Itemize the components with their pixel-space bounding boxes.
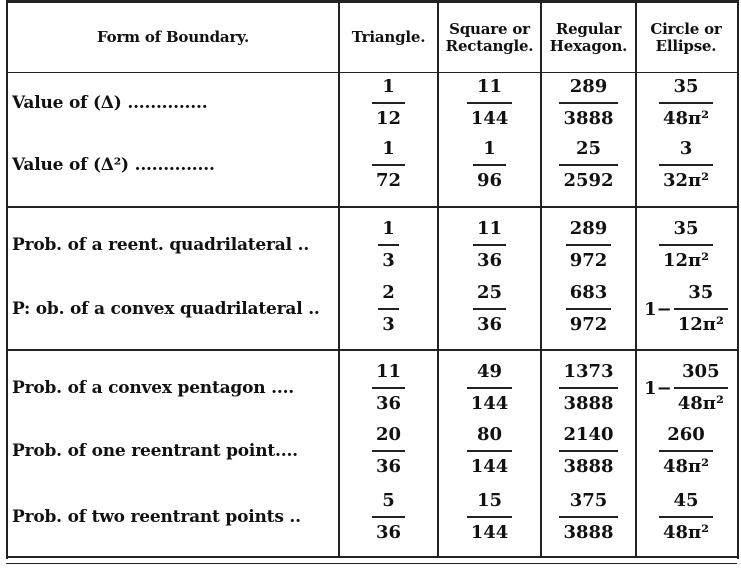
fraction-expression (559, 491, 617, 543)
fraction (372, 77, 405, 129)
row-label: P: ob. of a convex quadrilateral .. (12, 299, 320, 319)
fraction-expression (644, 362, 728, 414)
value-cell-hexagon (542, 73, 635, 133)
value-cell-triangle (340, 279, 437, 339)
fraction-numerator: 1 (382, 218, 395, 239)
fraction-denominator: 3 (382, 250, 395, 271)
fraction (559, 491, 617, 543)
fraction-numerator: 35 (673, 218, 699, 239)
fraction-denominator: 972 (569, 314, 608, 335)
value-cell-hexagon (542, 421, 635, 481)
fraction (674, 362, 728, 414)
fraction (566, 219, 612, 271)
fraction (467, 362, 513, 414)
header-form-of-boundary: Form of Boundary. (97, 28, 249, 46)
value-cell-square (439, 421, 540, 481)
fraction-denominator: 3888 (563, 393, 614, 414)
fraction-denominator: 36 (476, 314, 503, 335)
fraction (659, 139, 713, 191)
row-label: Prob. of two reentrant points .. (12, 507, 301, 527)
fraction-expression (559, 139, 617, 191)
fraction-expression (659, 425, 713, 477)
section-rule (6, 349, 737, 351)
value-cell-triangle (340, 215, 437, 275)
fraction (559, 425, 617, 477)
fraction-numerator: 683 (569, 282, 608, 303)
fraction-denominator: 72 (375, 170, 402, 191)
fraction (378, 219, 399, 271)
fraction-numerator: 1 (382, 76, 395, 97)
fraction-expression (372, 425, 405, 477)
fraction-expression (644, 283, 728, 335)
fraction-expression (659, 77, 713, 129)
fraction-numerator: 20 (375, 424, 402, 445)
value-cell-circle (637, 358, 735, 418)
fraction-expression (372, 491, 405, 543)
value-cell-square (439, 358, 540, 418)
row-label: Prob. of one reentrant point.... (12, 441, 298, 461)
fraction-denominator: 2592 (563, 170, 614, 191)
fraction-expression (473, 283, 506, 335)
value-cell-triangle (340, 73, 437, 133)
fraction-numerator: 2 (382, 282, 395, 303)
fraction-numerator: 49 (476, 361, 503, 382)
header-triangle: Triangle. (351, 28, 426, 46)
fraction (659, 491, 713, 543)
fraction-denominator: 144 (470, 108, 509, 129)
value-cell-hexagon (542, 358, 635, 418)
fraction-numerator: 289 (569, 76, 608, 97)
row-label: Prob. of a reent. quadrilateral .. (12, 235, 310, 255)
fraction-numerator: 15 (476, 490, 503, 511)
fraction-numerator: 260 (667, 424, 705, 445)
value-cell-circle (637, 135, 735, 195)
fraction-denominator: 3888 (563, 456, 614, 477)
fraction-numerator: 3 (679, 138, 693, 159)
fraction-expression (659, 491, 713, 543)
fraction (473, 139, 506, 191)
fraction-numerator: 80 (476, 424, 503, 445)
fraction-expression (559, 425, 617, 477)
fraction-numerator: 45 (673, 490, 699, 511)
fraction-expression (378, 219, 399, 271)
value-cell-square (439, 73, 540, 133)
fraction-denominator: 48π² (662, 522, 710, 543)
fraction-expression (566, 283, 612, 335)
fraction-expression (467, 77, 513, 129)
fraction-expression (473, 139, 506, 191)
fraction-expression (467, 425, 513, 477)
fraction (559, 362, 617, 414)
fraction-numerator: 5 (382, 490, 395, 511)
fraction-expression (372, 362, 405, 414)
fraction-denominator: 48π² (662, 456, 710, 477)
value-cell-circle (637, 279, 735, 339)
fraction-denominator: 36 (476, 250, 503, 271)
fraction-numerator: 1 (382, 138, 395, 159)
fraction (674, 283, 728, 335)
fraction-prefix: 1− (644, 298, 672, 320)
value-cell-triangle (340, 421, 437, 481)
fraction (467, 77, 513, 129)
fraction-numerator: 11 (476, 76, 503, 97)
fraction-denominator: 144 (470, 393, 509, 414)
bottom-rule (6, 556, 737, 558)
fraction-denominator: 3888 (563, 108, 614, 129)
fraction-denominator: 12 (375, 108, 402, 129)
value-cell-hexagon (542, 279, 635, 339)
fraction-denominator: 3 (382, 314, 395, 335)
row-label: Value of (Δ²) .............. (12, 155, 215, 175)
value-cell-square (439, 135, 540, 195)
fraction-denominator: 36 (375, 522, 402, 543)
value-cell-triangle (340, 358, 437, 418)
header-hexagon: Regular Hexagon. (549, 19, 628, 55)
header-circle: Circle or Ellipse. (650, 19, 722, 55)
fraction-numerator: 375 (569, 490, 608, 511)
fraction-numerator: 2140 (563, 424, 614, 445)
fraction-denominator: 96 (476, 170, 503, 191)
fraction (372, 362, 405, 414)
fraction-expression (659, 219, 713, 271)
value-cell-hexagon (542, 487, 635, 547)
fraction-denominator: 3888 (563, 522, 614, 543)
value-cell-triangle (340, 487, 437, 547)
value-cell-circle (637, 215, 735, 275)
value-cell-triangle (340, 135, 437, 195)
fraction (559, 139, 617, 191)
value-cell-circle (637, 421, 735, 481)
fraction (372, 491, 405, 543)
fraction-numerator: 25 (575, 138, 602, 159)
fraction (378, 283, 399, 335)
fraction (659, 77, 713, 129)
fraction (659, 425, 713, 477)
fraction (372, 425, 405, 477)
fraction-denominator: 36 (375, 456, 402, 477)
fraction-expression (378, 283, 399, 335)
fraction-numerator: 1373 (563, 361, 614, 382)
fraction-numerator: 11 (375, 361, 402, 382)
fraction-denominator: 144 (470, 522, 509, 543)
fraction (473, 219, 506, 271)
value-cell-hexagon (542, 215, 635, 275)
fraction-denominator: 12π² (662, 250, 710, 271)
value-cell-square (439, 215, 540, 275)
value-cell-square (439, 279, 540, 339)
fraction-expression (467, 491, 513, 543)
fraction-expression (559, 362, 617, 414)
fraction-denominator: 144 (470, 456, 509, 477)
fraction-expression (566, 219, 612, 271)
fraction (659, 219, 713, 271)
header-square: Square or Rectangle. (445, 19, 534, 55)
fraction-denominator: 972 (569, 250, 608, 271)
fraction (467, 491, 513, 543)
section-rule (6, 206, 737, 208)
fraction-expression (467, 362, 513, 414)
fraction-numerator: 25 (476, 282, 503, 303)
value-cell-square (439, 487, 540, 547)
fraction-prefix: 1− (644, 377, 672, 399)
bottom-rule-secondary (6, 563, 737, 564)
fraction-denominator: 36 (375, 393, 402, 414)
row-label: Value of (Δ) .............. (12, 93, 208, 113)
fraction-expression (559, 77, 617, 129)
fraction-denominator: 32π² (662, 170, 710, 191)
fraction (566, 283, 612, 335)
fraction-numerator: 11 (476, 218, 503, 239)
fraction-numerator: 1 (483, 138, 496, 159)
fraction (473, 283, 506, 335)
fraction-numerator: 289 (569, 218, 608, 239)
fraction-expression (659, 139, 713, 191)
fraction-numerator: 305 (682, 361, 720, 382)
fraction (467, 425, 513, 477)
fraction-expression (372, 139, 405, 191)
row-label: Prob. of a convex pentagon .... (12, 378, 295, 398)
fraction-denominator: 48π² (677, 393, 724, 414)
value-cell-circle (637, 73, 735, 133)
value-cell-hexagon (542, 135, 635, 195)
value-cell-circle (637, 487, 735, 547)
fraction-denominator: 12π² (677, 314, 724, 335)
fraction (559, 77, 617, 129)
fraction (372, 139, 405, 191)
fraction-expression (473, 219, 506, 271)
fraction-expression (372, 77, 405, 129)
fraction-denominator: 48π² (662, 108, 710, 129)
fraction-numerator: 35 (673, 76, 699, 97)
fraction-numerator: 35 (688, 282, 714, 303)
